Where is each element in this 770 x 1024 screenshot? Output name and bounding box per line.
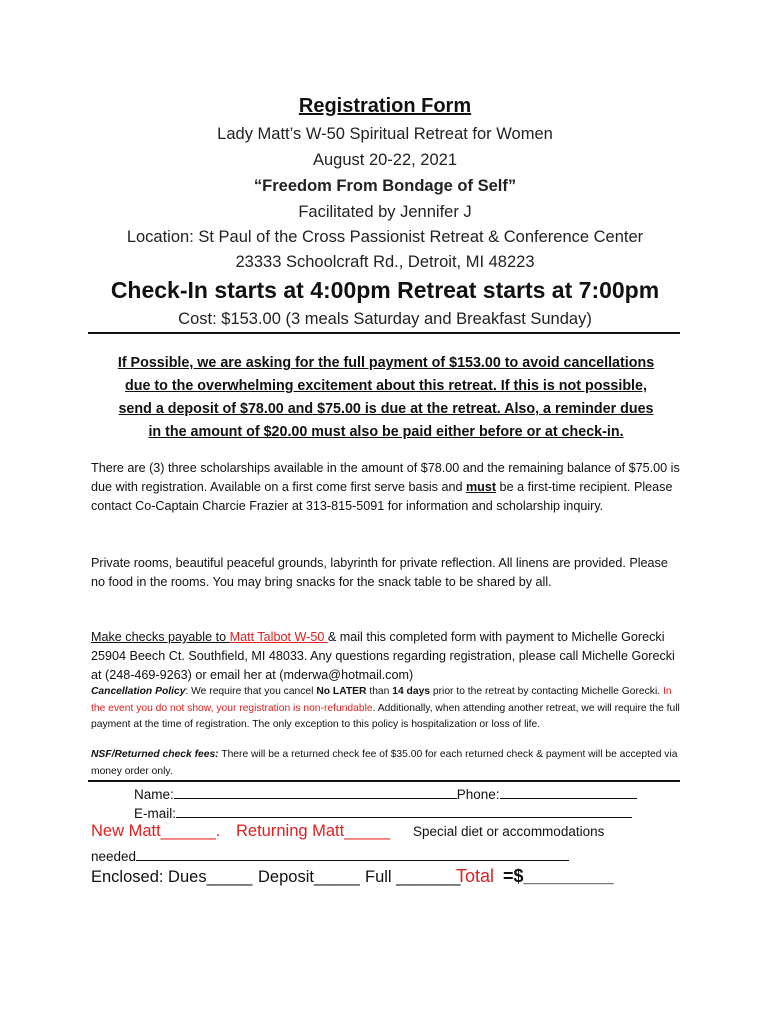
- cancellation-policy: [91, 684, 681, 734]
- notice-line: send a deposit of $78.00 and $75.00 is due at the retreat. Also, a reminder dues: [118, 401, 654, 417]
- location: Location: St Paul of the Cross Passionist Retreat & Conference Center: [126, 228, 644, 246]
- divider: [88, 332, 680, 334]
- total-field[interactable]: =$_________: [503, 866, 614, 886]
- payee-name: Matt Talbot W-50: [229, 630, 328, 644]
- special-diet-label: Special diet or accommodations: [413, 824, 605, 839]
- nsf-policy: [91, 747, 681, 780]
- nsf-label: NSF/Returned check fees:: [91, 749, 219, 760]
- needed-row: [91, 846, 569, 864]
- total-label: Total: [456, 866, 495, 886]
- name-label: Name:: [134, 787, 174, 802]
- needed-label: needed: [91, 849, 137, 864]
- deposit-field[interactable]: Deposit_____: [258, 868, 360, 886]
- phone-field[interactable]: [500, 784, 637, 799]
- checkin-times: Check-In starts at 4:00pm Retreat starts at 7:00pm: [110, 277, 660, 303]
- payment-notice: [88, 352, 684, 444]
- special-diet-field[interactable]: [136, 846, 569, 861]
- address: 23333 Schoolcraft Rd., Detroit, MI 48223: [235, 253, 535, 271]
- full-field[interactable]: Full _______: [365, 868, 461, 886]
- name-row: [134, 784, 637, 802]
- nsf-text: There will be a returned check fee of $35.00 for each returned check & payment will be accepted via money order only.: [91, 749, 678, 777]
- notice-line: due to the overwhelming excitement about this retreat. If this is not possible,: [125, 378, 647, 394]
- dues-field[interactable]: Enclosed: Dues_____: [91, 868, 253, 886]
- event-dates: August 20-22, 2021: [312, 151, 458, 169]
- days-text: 14 days: [392, 686, 431, 697]
- scholarship-emphasis: must: [465, 480, 497, 495]
- facilitator: Facilitated by Jennifer J: [298, 203, 472, 221]
- amenities-paragraph: Private rooms, beautiful peaceful grounds, labyrinth for private reflection. All linens are provided. Please no food in the rooms. You may bring snacks for the snack table to be shared by all.: [91, 556, 668, 590]
- cancellation-label: Cancellation Policy: [91, 686, 186, 697]
- divider: [88, 780, 680, 782]
- scholarship-text: There are (3) three scholarships available in the amount of $78.00 and the remaining balance of $75.00 is due with registration. Available on a first come first serve basis and: [91, 461, 680, 495]
- notice-line: in the amount of $20.00 must also be paid either before or at check-in.: [148, 424, 624, 440]
- email-row: [134, 803, 632, 821]
- cancellation-text: . Additionally, when attending another retreat, we will require the full payment at the time of registration. The only exception to this policy is hospitalization or loss of life.: [91, 702, 680, 730]
- payment-paragraph: [91, 628, 681, 686]
- event-theme: “Freedom From Bondage of Self”: [253, 177, 517, 195]
- notice-line: If Possible, we are asking for the full payment of $153.00 to avoid cancellations: [117, 355, 655, 371]
- email-label: E-mail:: [134, 806, 177, 821]
- no-later-text: No LATER: [316, 686, 367, 697]
- form-title: Registration Form: [298, 95, 472, 117]
- make-checks-text: Make checks payable to: [91, 630, 230, 644]
- payment-text: & mail this completed form with payment to Michelle Gorecki 25904 Beech Ct. Southfield, MI 48033. Any questions regarding registration, please call Michelle Gorecki at (248-469-9263) or email her at (mderwa@hotmail.com): [91, 630, 675, 683]
- name-field[interactable]: [174, 784, 457, 799]
- email-field[interactable]: [176, 803, 632, 818]
- scholarship-paragraph: [91, 459, 681, 517]
- returning-matt-option[interactable]: Returning Matt_____: [236, 822, 391, 840]
- cost: Cost: $153.00 (3 meals Saturday and Breakfast Sunday): [178, 310, 592, 328]
- cancellation-text: : We require that you cancel: [185, 686, 317, 697]
- cancellation-text: prior to the retreat by contacting Michelle Gorecki.: [430, 686, 663, 697]
- phone-label: Phone:: [456, 787, 500, 802]
- scholarship-text: be a first-time recipient. Please contact Co-Captain Charcie Frazier at 313-815-5091 for information and scholarship inquiry.: [91, 480, 673, 514]
- nonrefund-text: In the event you do not show, your registration is non-refundable: [91, 686, 672, 714]
- new-matt-option[interactable]: New Matt______.: [91, 822, 221, 840]
- cancellation-text: than: [366, 686, 393, 697]
- event-name: Lady Matt’s W-50 Spiritual Retreat for Women: [217, 125, 553, 143]
